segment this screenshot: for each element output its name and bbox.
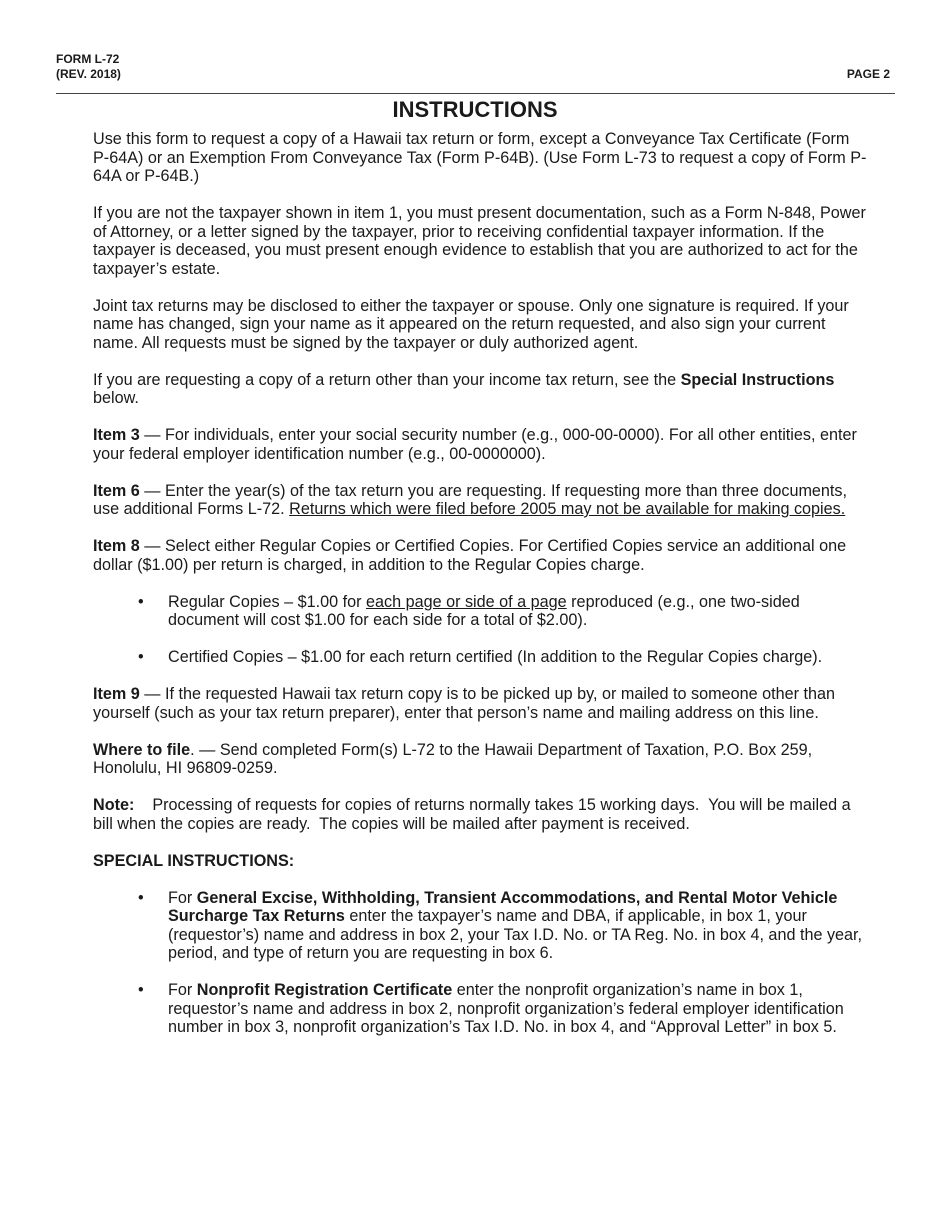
intro-paragraph: Use this form to request a copy of a Hawaii tax return or form, except a Conveyance Tax Certificate (Form P-64A) or an Exemption From Conveyance Tax (Form P-64B). (Use Form L-73 to request a copy of Form P-64A or P-64B.): [93, 130, 867, 185]
page-title: INSTRUCTIONS: [392, 97, 558, 122]
list-item-regular-copies: • Regular Copies – $1.00 for each page or side of a page reproduced (e.g., one two-sided document will cost $1.00 for each side for a total of $2.00).: [138, 592, 800, 629]
where-to-file: Where to file. — Send completed Form(s) L-72 to the Hawaii Department of Taxation, P.O. Box 259, Honolulu, HI 96809-0259.: [93, 740, 813, 777]
taxpayer-documentation-paragraph: If you are not the taxpayer shown in item 1, you must present documentation, such as a Form N-848, Power of Attorney, or a letter signed by the taxpayer, prior to receiving confidential taxpayer information. If the taxpayer is deceased, you must present enough evidence to establish that you are authorized to act for the taxpayer’s estate.: [93, 204, 866, 278]
item-8-label: Item 8: [93, 537, 140, 555]
special-reference-paragraph: If you are requesting a copy of a return other than your income tax return, see the Special Instructions below.: [93, 370, 835, 407]
note-label: Note:: [93, 796, 135, 814]
item-9-label: Item 9: [93, 685, 140, 703]
bullet-icon: •: [138, 592, 144, 611]
special-instructions-ref: Special Instructions: [680, 370, 835, 389]
special-instructions-list: [93, 889, 868, 1037]
special-instructions-heading: SPECIAL INSTRUCTIONS:: [93, 851, 295, 870]
list-item-certified-copies: • Certified Copies – $1.00 for each return certified (In addition to the Regular Copies charge).: [138, 648, 823, 666]
form-number: FORM L-72: [56, 52, 120, 66]
instructions-body: [93, 130, 868, 1055]
copy-type-list: [93, 593, 868, 667]
processing-note: Note: Processing of requests for copies of returns normally takes 15 working days. You will be mailed a bill when the copies are ready. The copies will be mailed after payment is received.: [93, 796, 856, 833]
item-3-label: Item 3: [93, 426, 140, 444]
bullet-icon: •: [138, 981, 144, 999]
bullet-icon: •: [138, 648, 144, 666]
page-number: PAGE 2: [846, 67, 890, 81]
joint-returns-paragraph: Joint tax returns may be disclosed to either the taxpayer or spouse. Only one signature is required. If your name has changed, sign your name as it appeared on the return requested, and also sign your current name. All requests must be signed by the taxpayer or duly authorized agent.: [93, 296, 849, 352]
list-item-excise-returns: • For General Excise, Withholding, Transient Accommodations, and Rental Motor Vehicle Surcharge Tax Returns enter the taxpayer’s name and DBA, if applicable, in box 1, your (requestor’s) name and address in box 2, your Tax I.D. No. or TA Reg. No. in box 4, and the year, period, and type of return you are requesting in box 6.: [138, 888, 863, 962]
item-3-instruction: Item 3 — For individuals, enter your social security number (e.g., 000-00-0000). For all other entities, enter your federal employer identification number (e.g., 00-0000000).: [93, 426, 857, 463]
bullet-icon: •: [138, 888, 144, 907]
page-header: [56, 52, 890, 82]
item-8-instruction: Item 8 — Select either Regular Copies or Certified Copies. For Certified Copies service an additional one dollar ($1.00) per return is charged, in addition to the Regular Copies charge.: [93, 537, 847, 574]
item-6-instruction: Item 6 — Enter the year(s) of the tax return you are requesting. If requesting more than three documents, use additional Forms L-72. Returns which were filed before 2005 may not be available for making copies.: [93, 481, 848, 518]
item-6-label: Item 6: [93, 481, 140, 500]
item-9-instruction: Item 9 — If the requested Hawaii tax return copy is to be picked up by, or mailed to someone other than yourself (such as your tax return preparer), enter that person’s name and mailing address on this line.: [93, 685, 836, 722]
item-6-warning: Returns which were filed before 2005 may not be available for making copies.: [289, 500, 846, 518]
list-item-nonprofit-certificate: • For Nonprofit Registration Certificate enter the nonprofit organization’s name in box 1, requestor’s name and address in box 2, nonprofit organization’s federal employer identification number in box 3, nonprofit organization’s Tax I.D. No. in box 4, and “Approval Letter” in box 5.: [138, 981, 844, 1036]
header-divider: [56, 93, 895, 94]
where-to-file-label: Where to file: [93, 740, 191, 759]
form-revision: (REV. 2018): [56, 67, 121, 81]
